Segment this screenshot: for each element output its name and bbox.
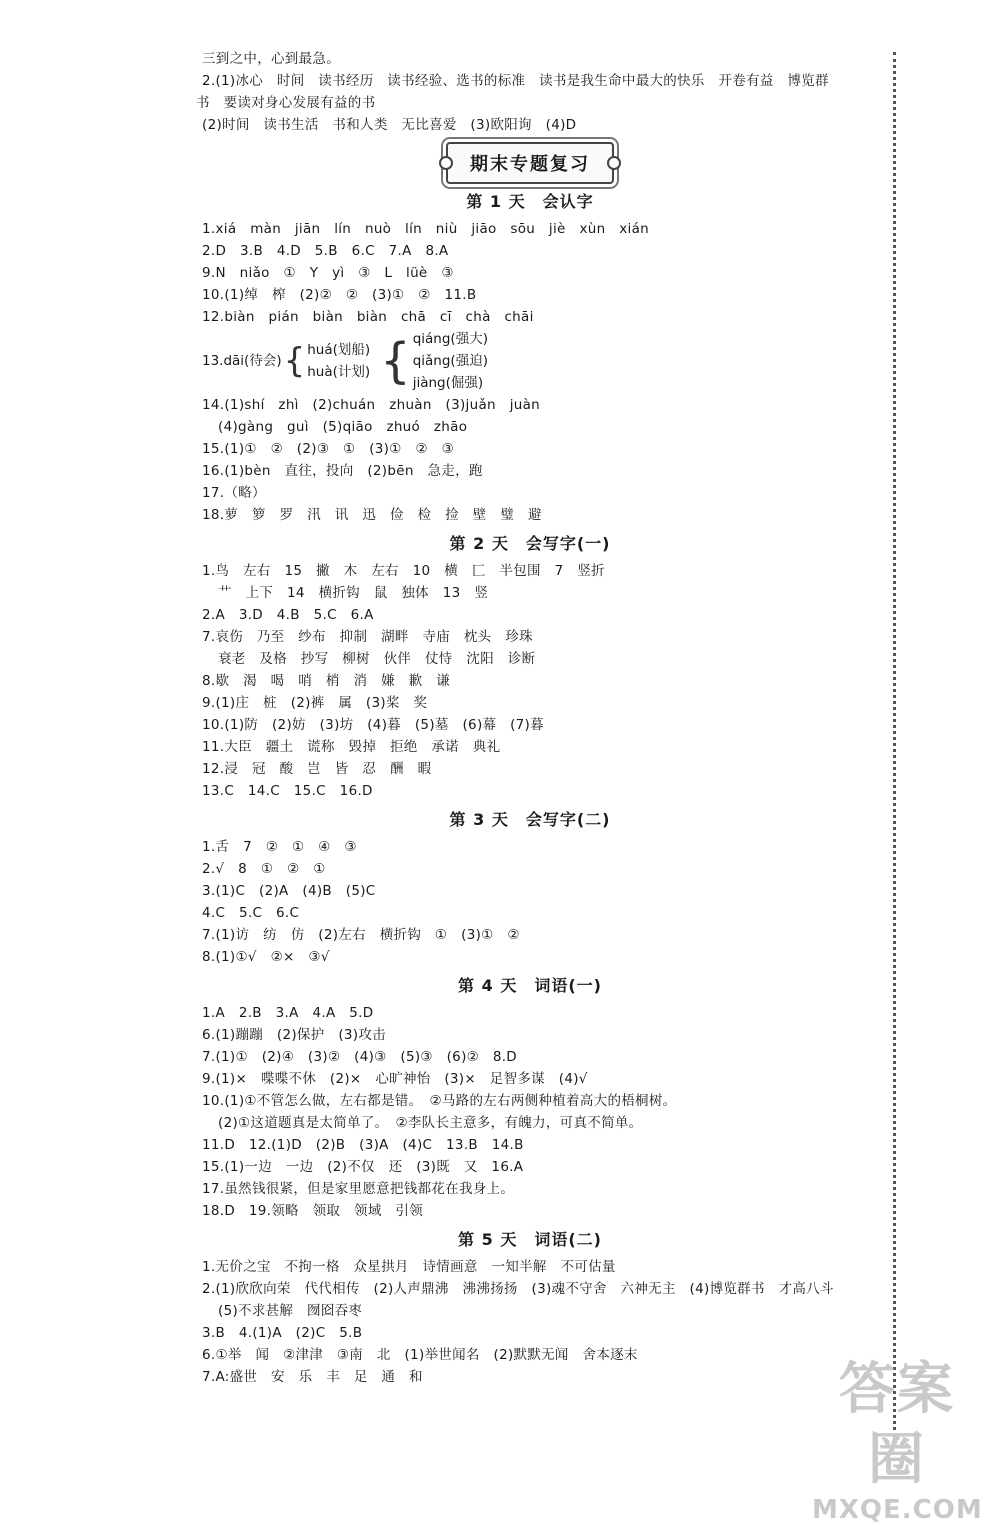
answer-line: 2.(1)欣欣向荣 代代相传 (2)人声鼎沸 沸沸扬扬 (3)魂不守舍 六神无主 (4)博览群书 才高八斗 [202,1281,834,1297]
section-banner [180,142,880,184]
answer-line: 7.A:盛世 安 乐 丰 足 通 和 [202,1369,423,1385]
banner-title: 期末专题复习 [446,142,614,184]
answer-line: 8.(1)①√ ②× ③√ [202,949,330,965]
answer-line: 书 要读对身心发展有益的书 [196,95,376,111]
answer-line: 15.(1)① ② (2)③ ① (3)① ② ③ [202,441,455,457]
answer-line: 9.(1)× 喋喋不休 (2)× 心旷神怡 (3)× 足智多谋 (4)√ [202,1071,588,1087]
answer-line: 7.(1)访 纺 仿 (2)左右 横折钩 ① (3)① ② [202,927,520,943]
top-section [180,48,880,136]
answer-line: 15.(1)一边 一边 (2)不仅 还 (3)既 又 16.A [202,1159,524,1175]
answer-line: 4.C 5.C 6.C [202,905,300,921]
answer-line: 13.C 14.C 15.C 16.D [202,783,373,799]
answer-line: 1.舌 7 ② ① ④ ③ [202,839,357,855]
day-4-section [180,972,880,1222]
answer-line: 11.大臣 疆土 谎称 毁掉 拒绝 承诺 典礼 [202,739,501,755]
answer-line: 2.D 3.B 4.D 5.B 6.C 7.A 8.A [202,243,449,259]
answer-line: 1.A 2.B 3.A 4.A 5.D [202,1005,374,1021]
day-3-section [180,806,880,968]
answer-13-prefix: 13.dāi(待会) [202,353,282,369]
answer-line: 17.（略） [202,485,266,501]
answer-line: 1.xiá màn jiān lín nuò lín niù jiāo sōu jiè xùn xián [202,221,650,237]
answer-line: 12.biàn pián biàn biàn chā cī chà chāi [202,309,534,325]
answer-13-block [180,328,880,394]
answer-line: 17.虽然钱很紧，但是家里愿意把钱都花在我身上。 [202,1181,515,1197]
day-1-section [180,188,880,526]
brace-entry: huá(划船) [307,342,371,358]
day-heading: 第 4 天 词语(一) [458,976,602,995]
answer-line: (2)时间 读书生活 书和人类 无比喜爱 (3)欧阳询 (4)D [202,117,577,133]
answer-line: 7.(1)① (2)④ (3)② (4)③ (5)③ (6)② 8.D [202,1049,518,1065]
answer-line: 10.(1)①不管怎么做，左右都是错。 ②马路的左右两侧种植着高大的梧桐树。 [202,1093,677,1109]
day-2-section [180,530,880,802]
brace-entry: qiáng(强大) [412,331,488,347]
answer-line: 14.(1)shí zhì (2)chuán zhuàn (3)juǎn juàn [202,397,541,413]
watermark-url: MXQE.COM [812,1495,983,1525]
answer-line: 18.萝 箩 罗 汛 讯 迅 俭 检 捡 壁 璧 避 [202,507,542,523]
binding-dotted-line [893,52,896,1437]
watermark-logo-text: 答案圈 [839,1357,955,1492]
answer-line: (2)①这道题真是太简单了。 ②李队长主意多，有魄力，可真不简单。 [218,1115,643,1131]
brace-entry: huà(计划) [307,364,371,380]
answer-line: 2.√ 8 ① ② ① [202,861,326,877]
answer-line: (4)gàng guì (5)qiāo zhuó zhāo [218,419,468,435]
answer-line: 6.①举 闻 ②津津 ③南 北 (1)举世闻名 (2)默默无闻 舍本逐末 [202,1347,638,1363]
answer-line: 3.B 4.(1)A (2)C 5.B [202,1325,363,1341]
answer-line: 7.哀伤 乃至 纱布 抑制 湖畔 寺庙 枕头 珍珠 [202,629,533,645]
answer-line: 3.(1)C (2)A (4)B (5)C [202,883,376,899]
answer-line: 18.D 19.领略 领取 领域 引领 [202,1203,424,1219]
brace-group-hua [307,339,370,383]
answer-line: 1.无价之宝 不拘一格 众星拱月 诗情画意 一知半解 不可估量 [202,1259,616,1275]
day-heading: 第 1 天 会认字 [466,192,594,211]
answer-line: 10.(1)防 (2)妨 (3)坊 (4)暮 (5)墓 (6)幕 (7)暮 [202,717,544,733]
answer-line: 8.歇 渴 喝 哨 梢 消 嫌 歉 谦 [202,673,451,689]
answer-line: 6.(1)蹦蹦 (2)保护 (3)攻击 [202,1027,386,1043]
site-watermark [812,1355,983,1525]
left-brace-icon: { [283,341,306,381]
left-brace-icon: { [380,333,411,389]
answer-line: 1.鸟 左右 15 撇 木 左右 10 横 匚 半包围 7 竖折 [202,563,605,579]
answer-line: 9.N niǎo ① Y yì ③ L lüè ③ [202,265,454,281]
brace-group-qiang [413,328,488,394]
answer-line: 16.(1)bèn 直往，投向 (2)bēn 急走，跑 [202,463,483,479]
brace-entry: jiàng(倔强) [412,375,484,391]
day-heading: 第 5 天 词语(二) [458,1230,602,1249]
answer-line: 2.(1)冰心 时间 读书经历 读书经验、选书的标准 读书是我生命中最大的快乐 开卷有益 博览群 [202,73,829,89]
answer-line: 2.A 3.D 4.B 5.C 6.A [202,607,374,623]
answer-line: 12.浸 冠 酸 岂 皆 忍 酬 暇 [202,761,432,777]
answer-line: 三到之中，心到最急。 [202,51,340,67]
brace-entry: qiǎng(强迫) [412,353,488,369]
answer-line: (5)不求甚解 囫囵吞枣 [218,1303,363,1319]
day-heading: 第 2 天 会写字(一) [449,534,611,553]
day-heading: 第 3 天 会写字(二) [449,810,611,829]
answer-line: 10.(1)绰 榨 (2)② ② (3)① ② 11.B [202,287,477,303]
answer-line: 9.(1)庄 桩 (2)裤 属 (3)桨 奖 [202,695,428,711]
answer-line: 艹 上下 14 横折钩 鼠 独体 13 竖 [218,585,489,601]
answer-line: 11.D 12.(1)D (2)B (3)A (4)C 13.B 14.B [202,1137,524,1153]
answer-line: 衰老 及格 抄写 柳树 伙伴 仗恃 沈阳 诊断 [218,651,536,667]
answer-page [180,48,880,1388]
day-5-section [180,1226,880,1388]
